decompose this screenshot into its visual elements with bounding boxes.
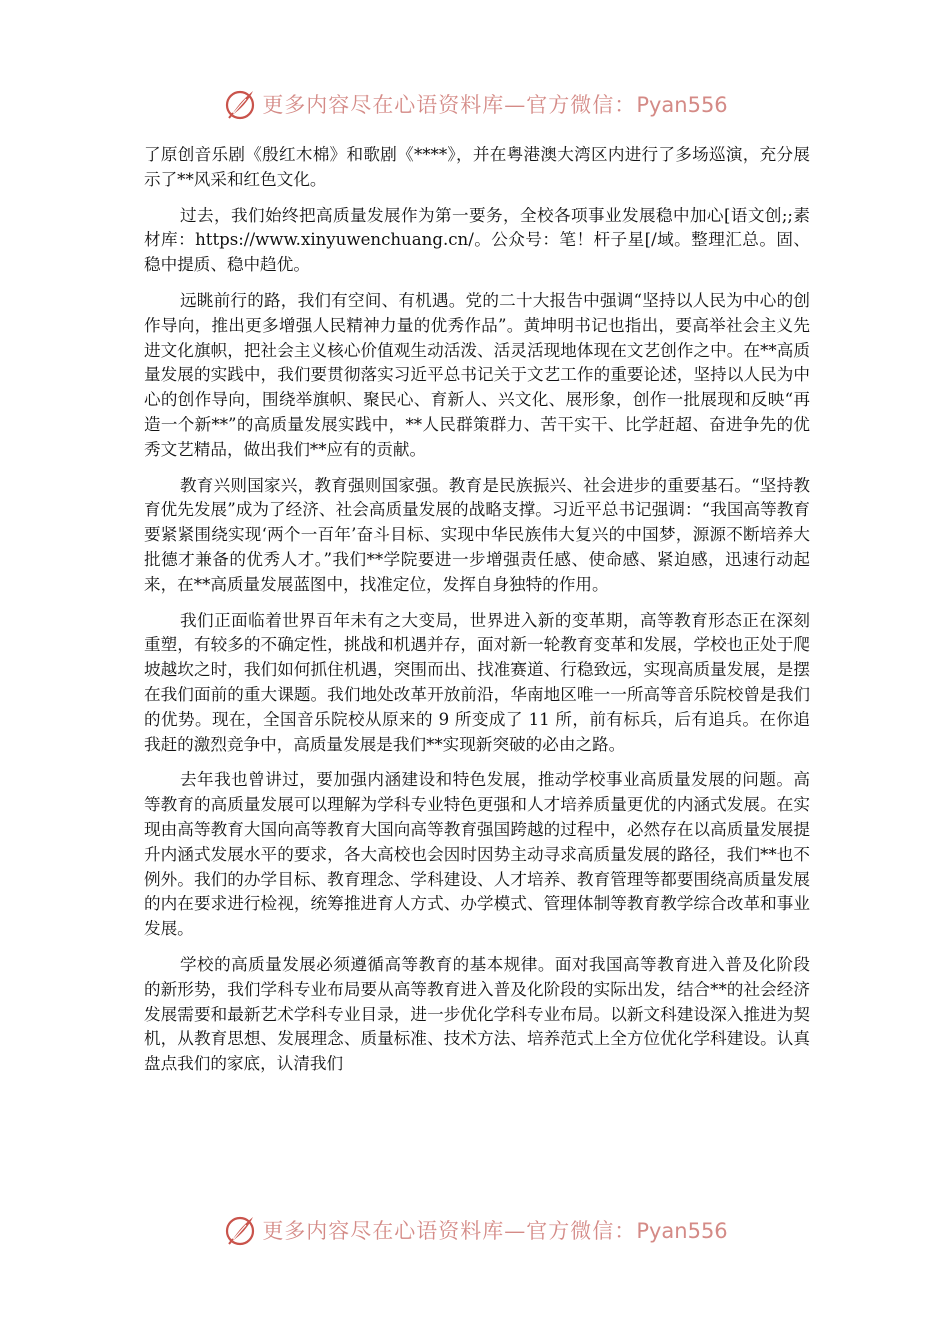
document-body [144,143,810,1077]
paragraph-1: 了原创音乐剧《殷红木棉》和歌剧《****》，并在粤港澳大湾区内进行了多场巡演，充分展示了**风采和红色文化。 [144,145,810,189]
paragraph-7: 学校的高质量发展必须遵循高等教育的基本规律。面对我国高等教育进入普及化阶段的新形势，我们学科专业布局要从高等教育进入普及化阶段的实际出发，结合**的社会经济发展需要和最新艺术学科专业目录，进一步优化学科专业布局。以新文科建设深入推进为契机，从教育思想、发展理念、质量标准、技术方法、培养范式上全方位优化学科建设。认真盘点我们的家底，认清我们 [144,954,810,1074]
feather-pen-icon [222,1212,258,1248]
watermark-text: 更多内容尽在心语资料库—官方微信：Pyan556 [262,1219,728,1243]
paragraph-3: 远眺前行的路，我们有空间、有机遇。党的二十大报告中强调“坚持以人民为中心的创作导向，推出更多增强人民精神力量的优秀作品”。黄坤明书记也指出，要高举社会主义先进文化旗帜，把社会主义核心价值观生动活泼、活灵活现地体现在文艺创作之中。在**高质量发展的实践中，我们要贯彻落实习近平总书记关于文艺工作的重要论述，坚持以人民为中心的创作导向，围绕举旗帜、聚民心、育新人、兴文化、展形象，创作一批展现和反映“再造一个新**”的高质量发展实践中，**人民群策群力、苦干实干、比学赶超、奋进争先的优秀文艺精品，做出我们**应有的贡献。 [144,290,810,459]
paragraph-6: 去年我也曾讲过，要加强内涵建设和特色发展，推动学校事业高质量发展的问题。高等教育的高质量发展可以理解为学科专业特色更强和人才培养质量更优的内涵式发展。在实现由高等教育大国向高等教育大国向高等教育强国跨越的过程中，必然存在以高质量发展提升内涵式发展水平的要求，各大高校也会因时因势主动寻求高质量发展的路径，我们**也不例外。我们的办学目标、教育理念、学科建设、人才培养、教育管理等都要围绕高质量发展的内在要求进行检视，统筹推进育人方式、办学模式、管理体制等教育教学综合改革和事业发展。 [144,770,810,939]
header-watermark [0,84,950,124]
footer-watermark [0,1210,950,1250]
paragraph-5: 我们正面临着世界百年未有之大变局，世界进入新的变革期，高等教育形态正在深刻重塑，有较多的不确定性，挑战和机遇并存，面对新一轮教育变革和发展，学校也正处于爬坡越坎之时，我们如何抓住机遇，突围而出、找准赛道、行稳致远，实现高质量发展，是摆在我们面前的重大课题。我们地处改革开放前沿，华南地区唯一一所高等音乐院校曾是我们的优势。现在，全国音乐院校从原来的 9 所变成了 11 所，前有标兵，后有追兵。在你追我赶的激烈竞争中，高质量发展是我们**实现新突破的必由之路。 [144,610,810,754]
paragraph-4: 教育兴则国家兴，教育强则国家强。教育是民族振兴、社会进步的重要基石。“坚持教育优先发展”成为了经济、社会高质量发展的战略支撑。习近平总书记强调：“我国高等教育要紧紧围绕实现‘两个一百年’奋斗目标、实现中华民族伟大复兴的中国梦，源源不断培养大批德才兼备的优秀人才。”我们**学院要进一步增强责任感、使命感、紧迫感，迅速行动起来，在**高质量发展蓝图中，找准定位，发挥自身独特的作用。 [144,475,810,594]
paragraph-2: 过去，我们始终把高质量发展作为第一要务，全校各项事业发展稳中加心[语文创;;素材库：https://www.xinyuwenchuang.cn/。公众号：笔！杆子星[/域。整理汇总。固、稳中提质、稳中趋优。 [144,205,810,275]
watermark-text: 更多内容尽在心语资料库—官方微信：Pyan556 [262,93,728,117]
feather-pen-icon [222,86,258,122]
